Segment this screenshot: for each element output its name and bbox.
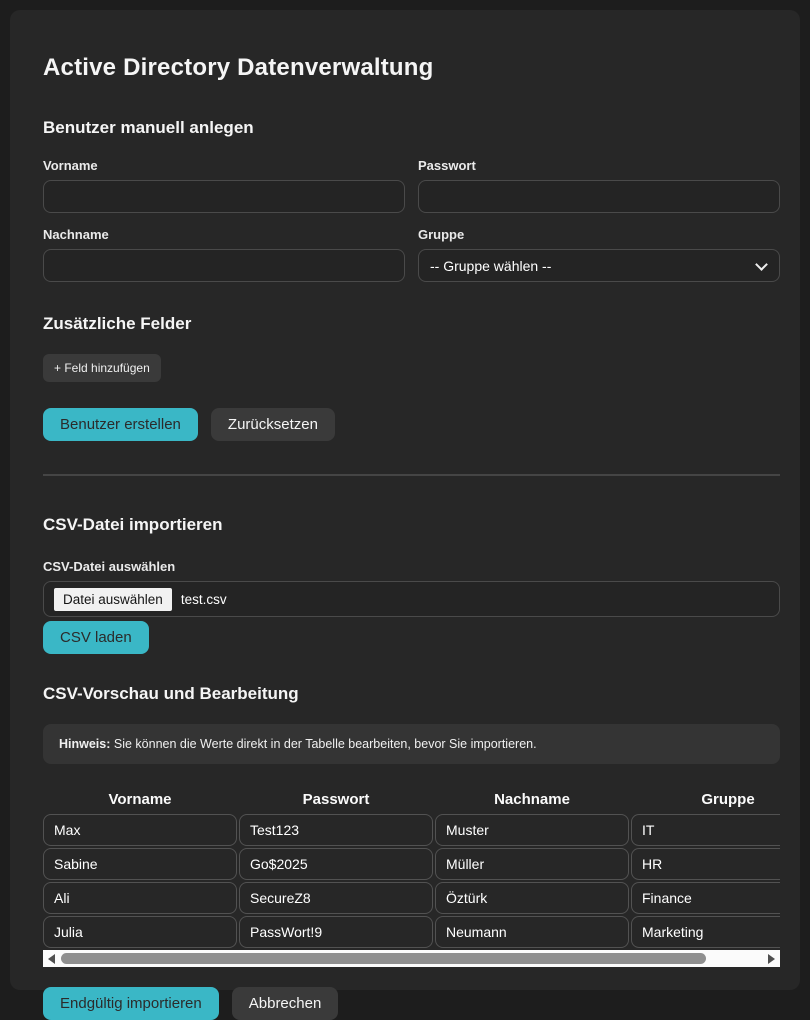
table-cell-input[interactable] (239, 916, 433, 948)
table-cell-input[interactable] (239, 848, 433, 880)
passwort-input[interactable] (418, 180, 780, 213)
table-cell-input[interactable] (631, 882, 780, 914)
add-field-button[interactable]: + Feld hinzufügen (43, 354, 161, 382)
table-cell-input[interactable] (631, 814, 780, 846)
table-cell-input[interactable] (631, 916, 780, 948)
vorname-label: Vorname (43, 158, 98, 173)
cancel-button[interactable]: Abbrechen (232, 987, 339, 1020)
reset-button[interactable]: Zurücksetzen (211, 408, 335, 441)
nachname-field-group (43, 227, 405, 282)
hint-text: Sie können die Werte direkt in der Tabelle bearbeiten, bevor Sie importieren. (110, 737, 537, 751)
table-cell-input[interactable] (43, 916, 237, 948)
page-title: Active Directory Datenverwaltung (43, 54, 434, 81)
create-user-button[interactable]: Benutzer erstellen (43, 408, 198, 441)
table-cell-input[interactable] (43, 882, 237, 914)
gruppe-select[interactable] (418, 249, 780, 282)
table-cell-input[interactable] (435, 882, 629, 914)
table-cell-input[interactable] (435, 916, 629, 948)
table-cell-input[interactable] (239, 882, 433, 914)
column-header-nachname: Nachname (494, 790, 570, 808)
scrollbar-left-arrow-icon[interactable] (48, 954, 55, 964)
final-import-button[interactable]: Endgültig importieren (43, 987, 219, 1020)
csv-file-input[interactable] (43, 581, 780, 617)
column-header-gruppe: Gruppe (701, 790, 755, 808)
vorname-field-group (43, 158, 405, 213)
csv-import-heading: CSV-Datei importieren (43, 515, 223, 534)
hint-box (43, 724, 780, 764)
table-cell-input[interactable] (435, 848, 629, 880)
nachname-input[interactable] (43, 249, 405, 282)
horizontal-scrollbar[interactable] (43, 950, 780, 967)
table-cell-input[interactable] (43, 848, 237, 880)
choose-file-button[interactable]: Datei auswählen (54, 588, 172, 611)
table-cell-input[interactable] (43, 814, 237, 846)
csv-preview-heading: CSV-Vorschau und Bearbeitung (43, 684, 299, 703)
scrollbar-track[interactable] (61, 953, 762, 964)
table-cell-input[interactable] (239, 814, 433, 846)
table-cell-input[interactable] (631, 848, 780, 880)
table-cell-input[interactable] (435, 814, 629, 846)
selected-file-name: test.csv (180, 591, 227, 607)
csv-preview-table (43, 786, 780, 948)
manual-section-heading: Benutzer manuell anlegen (43, 118, 254, 137)
gruppe-label: Gruppe (418, 227, 465, 242)
load-csv-button[interactable]: CSV laden (43, 621, 149, 654)
section-divider (43, 474, 780, 476)
extra-fields-heading: Zusätzliche Felder (43, 314, 192, 333)
gruppe-field-group (418, 227, 780, 282)
manual-user-form (43, 158, 780, 282)
scrollbar-right-arrow-icon[interactable] (768, 954, 775, 964)
csv-file-label: CSV-Datei auswählen (43, 559, 176, 574)
vorname-input[interactable] (43, 180, 405, 213)
nachname-label: Nachname (43, 227, 109, 242)
passwort-field-group (418, 158, 780, 213)
passwort-label: Passwort (418, 158, 476, 173)
column-header-vorname: Vorname (108, 790, 172, 808)
hint-bold: Hinweis: (59, 737, 111, 751)
column-header-passwort: Passwort (302, 790, 370, 808)
scrollbar-thumb[interactable] (61, 953, 706, 964)
main-card (10, 10, 800, 1012)
